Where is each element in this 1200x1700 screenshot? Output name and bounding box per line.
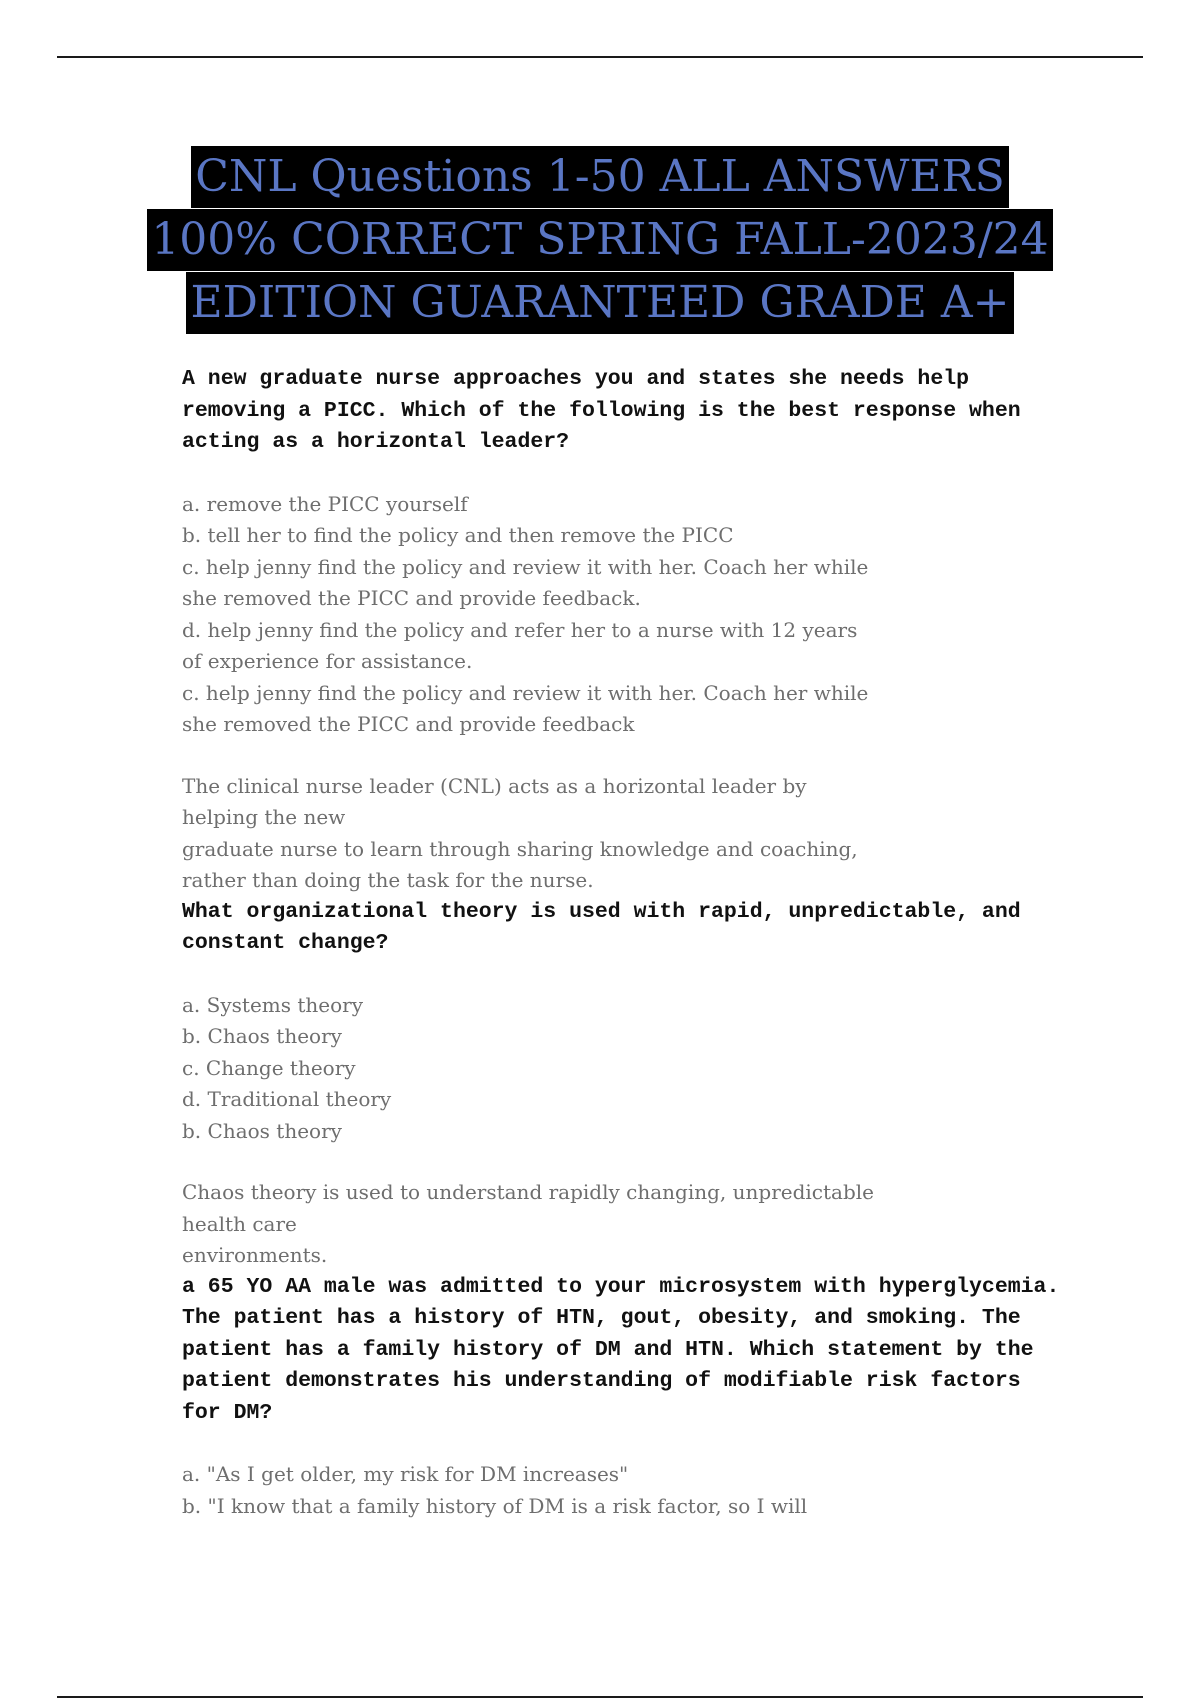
answer-option: c. help jenny find the policy and review it with her. Coach her while xyxy=(182,554,869,579)
answer-option: d. help jenny find the policy and refer her to a nurse with 12 years xyxy=(182,617,858,642)
question-block-2 xyxy=(182,897,1032,1272)
correct-answer: she removed the PICC and provide feedback xyxy=(182,712,635,736)
question-text: a 65 YO AA male was admitted to your microsystem with hyperglycemia. xyxy=(182,1274,1060,1299)
question-text: What organizational theory is used with rapid, unpredictable, and xyxy=(182,899,1021,924)
answer-option: a. remove the PICC yourself xyxy=(182,491,468,516)
footer-rule xyxy=(57,1696,1143,1698)
correct-answer: c. help jenny find the policy and review it with her. Coach her while xyxy=(182,680,869,705)
answer-option: d. Traditional theory xyxy=(182,1087,392,1111)
question-text: constant change? xyxy=(182,931,389,955)
rationale-text: environments. xyxy=(182,1243,328,1267)
rationale-text: The clinical nurse leader (CNL) acts as a horizontal leader by xyxy=(182,773,807,798)
question-text: patient demonstrates his understanding of modifiable risk factors xyxy=(182,1369,1021,1393)
question-text: patient has a family history of DM and HTN. Which statement by the xyxy=(182,1337,1034,1362)
answer-option: she removed the PICC and provide feedback. xyxy=(182,586,641,610)
rationale-text: health care xyxy=(182,1211,297,1236)
question-text: removing a PICC. Which of the following is the best response when xyxy=(182,398,1021,423)
title-line-3: EDITION GUARANTEED GRADE A+ xyxy=(186,272,1013,334)
document-title xyxy=(0,146,1200,335)
answer-option: a. "As I get older, my risk for DM increases" xyxy=(182,1462,629,1486)
answer-option: b. "I know that a family history of DM is a risk factor, so I will xyxy=(182,1493,808,1518)
rationale-text: graduate nurse to learn through sharing knowledge and coaching, xyxy=(182,836,858,861)
question-block-3 xyxy=(182,1272,1060,1523)
title-line-1: CNL Questions 1-50 ALL ANSWERS xyxy=(191,146,1009,208)
document-body xyxy=(182,364,1060,1522)
question-text: The patient has a history of HTN, gout, obesity, and smoking. The xyxy=(182,1306,1021,1330)
answer-option: c. Change theory xyxy=(182,1055,356,1080)
answer-option: a. Systems theory xyxy=(182,992,364,1017)
header-rule xyxy=(57,56,1143,58)
answer-option: of experience for assistance. xyxy=(182,649,473,673)
rationale-text: helping the new xyxy=(182,805,346,829)
title-line-2: 100% CORRECT SPRING FALL-2023/24 xyxy=(147,209,1052,271)
rationale-text: rather than doing the task for the nurse. xyxy=(182,868,594,892)
answer-option: b. tell her to find the policy and then remove the PICC xyxy=(182,523,734,547)
question-text: for DM? xyxy=(182,1400,273,1425)
answer-option: b. Chaos theory xyxy=(182,1024,342,1048)
rationale-text: Chaos theory is used to understand rapidly changing, unpredictable xyxy=(182,1180,874,1204)
question-block-1 xyxy=(182,364,1032,897)
correct-answer: b. Chaos theory xyxy=(182,1118,342,1143)
question-text: A new graduate nurse approaches you and states she needs help xyxy=(182,367,970,391)
question-text: acting as a horizontal leader? xyxy=(182,430,570,454)
